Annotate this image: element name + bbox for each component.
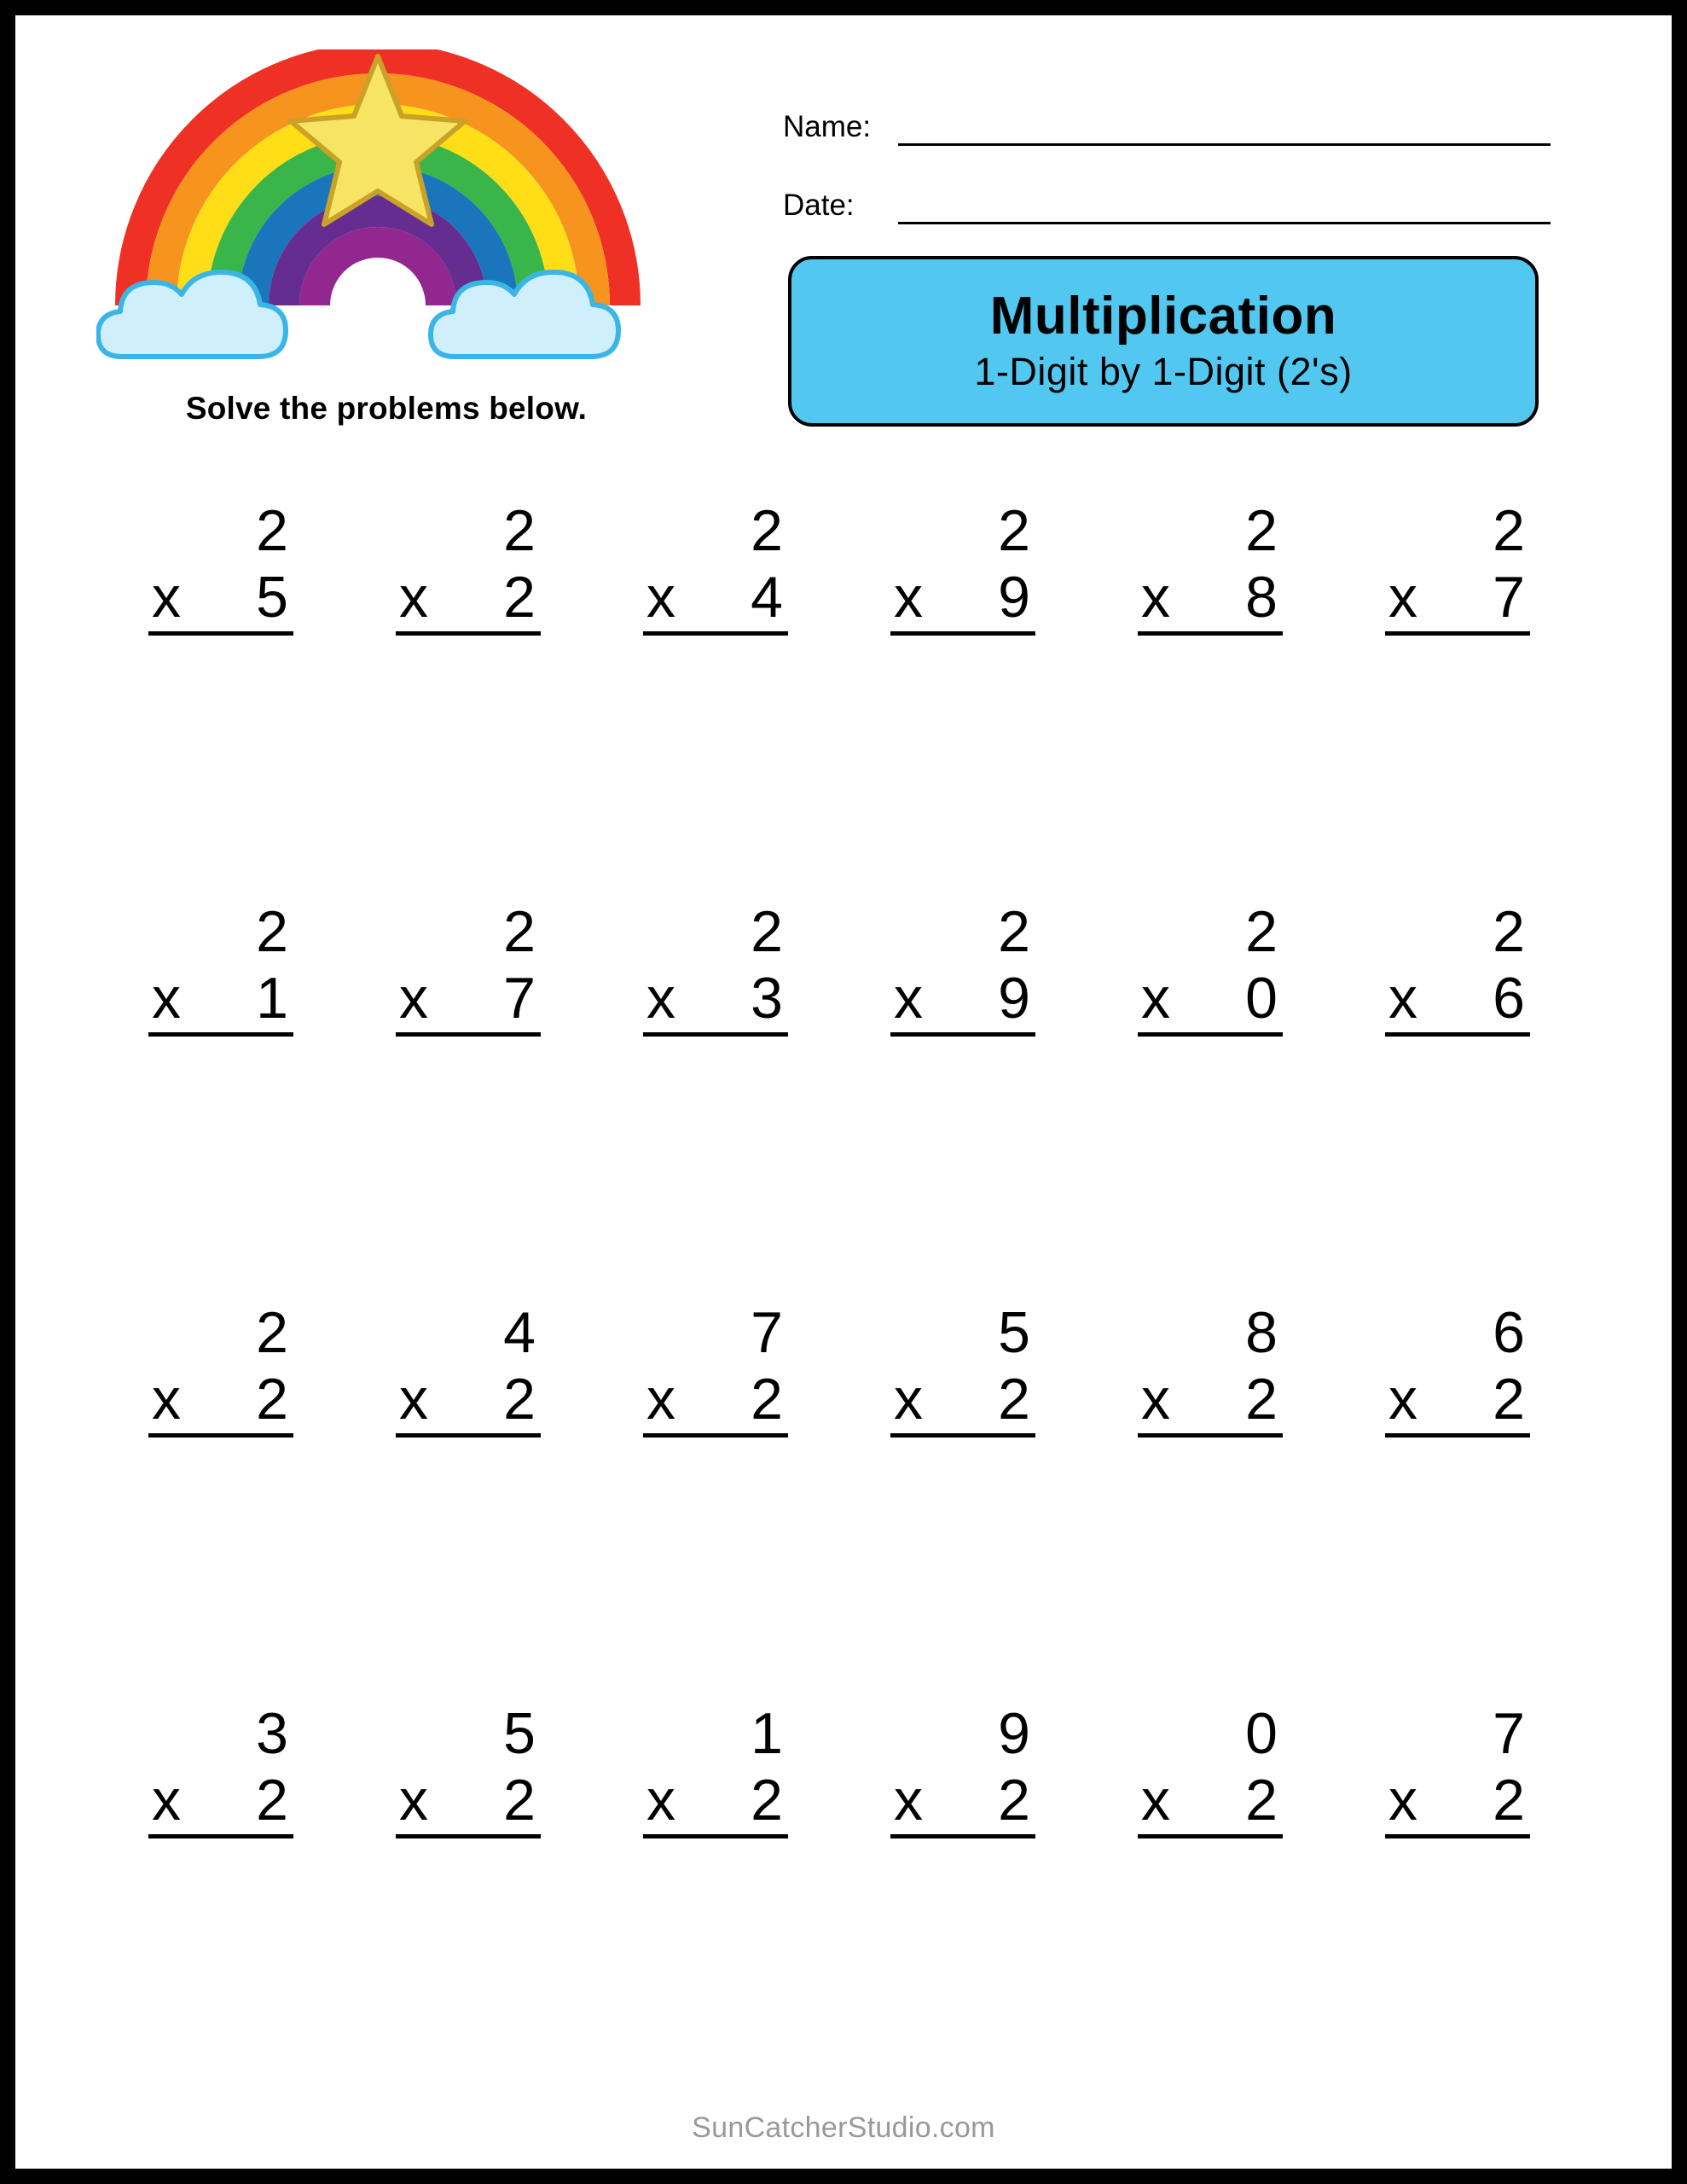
- problem-top-number: 2: [256, 1300, 288, 1365]
- problem-top-number: 8: [1245, 1300, 1278, 1365]
- problem-bottom-line: [1138, 560, 1283, 636]
- problem-bottom-number: 2: [503, 1768, 536, 1833]
- problem-bottom-line: [148, 560, 293, 636]
- problem-bottom-line: [396, 961, 541, 1037]
- problem-operator: x: [399, 966, 428, 1031]
- problem-cell: [345, 498, 592, 903]
- problem-cell: [1334, 1300, 1581, 1705]
- problem-cell: [839, 1701, 1087, 2106]
- problems-grid: [97, 498, 1581, 2106]
- problem-cell: [1087, 899, 1334, 1304]
- problem-bottom-number: 2: [1493, 1367, 1525, 1432]
- problem-operator: x: [1388, 565, 1417, 630]
- problem-operator: x: [399, 565, 428, 630]
- problem-cell: [839, 899, 1087, 1304]
- problem-box: [643, 1701, 788, 1838]
- problem-bottom-number: 3: [751, 966, 783, 1031]
- problem-operator: x: [152, 1768, 181, 1833]
- problem-top-number: 2: [1493, 498, 1525, 563]
- problem-bottom-number: 0: [1245, 966, 1278, 1031]
- problem-bottom-line: [396, 1362, 541, 1438]
- date-input[interactable]: [898, 188, 1551, 224]
- problem-top-number: 7: [1493, 1701, 1525, 1766]
- name-input[interactable]: [898, 109, 1551, 146]
- problem-top-number: 2: [751, 899, 783, 964]
- problem-bottom-number: 6: [1493, 966, 1525, 1031]
- problem-cell: [97, 1300, 345, 1705]
- worksheet-title: Multiplication: [989, 287, 1337, 346]
- problem-box: [1138, 899, 1283, 1037]
- problem-operator: x: [1141, 1367, 1170, 1432]
- problem-box: [396, 1701, 541, 1838]
- problem-top-number: 9: [998, 1701, 1030, 1766]
- problem-bottom-number: 2: [751, 1768, 783, 1833]
- problem-cell: [1087, 1701, 1334, 2106]
- problem-bottom-line: [1138, 1763, 1283, 1838]
- problem-cell: [97, 1701, 345, 2106]
- problem-bottom-number: 2: [998, 1768, 1030, 1833]
- problem-bottom-number: 8: [1245, 565, 1278, 630]
- problem-cell: [345, 1300, 592, 1705]
- problem-bottom-number: 9: [998, 565, 1030, 630]
- problem-top-number: 1: [751, 1701, 783, 1766]
- problem-bottom-line: [890, 961, 1035, 1037]
- problem-operator: x: [894, 1367, 923, 1432]
- problem-box: [148, 498, 293, 636]
- problem-box: [643, 899, 788, 1037]
- problem-operator: x: [646, 1768, 675, 1833]
- problem-top-number: 2: [1245, 899, 1278, 964]
- problem-operator: x: [894, 1768, 923, 1833]
- problem-operator: x: [894, 966, 923, 1031]
- problem-row: [97, 1300, 1581, 1705]
- worksheet-subtitle: 1-Digit by 1-Digit (2's): [974, 349, 1353, 393]
- problem-bottom-line: [148, 1362, 293, 1438]
- problem-bottom-line: [1138, 961, 1283, 1037]
- problem-cell: [1087, 498, 1334, 903]
- footer-attribution: SunCatcherStudio.com: [692, 2111, 995, 2144]
- problem-cell: [592, 1701, 839, 2106]
- problem-bottom-line: [643, 560, 788, 636]
- problem-top-number: 5: [503, 1701, 536, 1766]
- problem-box: [1138, 1300, 1283, 1438]
- problem-box: [890, 1701, 1035, 1838]
- problem-box: [148, 1300, 293, 1438]
- worksheet-sheet: [15, 15, 1672, 2169]
- problem-box: [643, 498, 788, 636]
- problem-bottom-number: 9: [998, 966, 1030, 1031]
- problem-cell: [97, 899, 345, 1304]
- problem-cell: [1334, 899, 1581, 1304]
- problem-bottom-number: 7: [503, 966, 536, 1031]
- problem-operator: x: [1388, 1367, 1417, 1432]
- problem-box: [1138, 498, 1283, 636]
- problem-bottom-line: [890, 1362, 1035, 1438]
- name-date-block: [783, 105, 1551, 262]
- problem-operator: x: [1388, 1768, 1417, 1833]
- problem-bottom-line: [396, 560, 541, 636]
- problem-box: [1385, 1300, 1530, 1438]
- problem-box: [148, 1701, 293, 1838]
- problem-top-number: 2: [998, 899, 1030, 964]
- problem-operator: x: [646, 565, 675, 630]
- problem-bottom-line: [396, 1763, 541, 1838]
- problem-box: [890, 498, 1035, 636]
- problem-top-number: 2: [751, 498, 783, 563]
- problem-bottom-number: 7: [1493, 565, 1525, 630]
- problem-top-number: 2: [503, 498, 536, 563]
- date-field-row: [783, 183, 1551, 224]
- problem-operator: x: [646, 1367, 675, 1432]
- problem-bottom-number: 2: [1493, 1768, 1525, 1833]
- problem-top-number: 2: [1493, 899, 1525, 964]
- problem-bottom-number: 2: [1245, 1367, 1278, 1432]
- problem-bottom-line: [643, 961, 788, 1037]
- problem-operator: x: [399, 1367, 428, 1432]
- problem-bottom-line: [1138, 1362, 1283, 1438]
- name-label: Name:: [783, 110, 872, 143]
- problem-row: [97, 498, 1581, 903]
- problem-operator: x: [1388, 966, 1417, 1031]
- problem-row: [97, 899, 1581, 1304]
- problem-box: [890, 899, 1035, 1037]
- problem-top-number: 3: [256, 1701, 288, 1766]
- date-label: Date:: [783, 189, 855, 222]
- rainbow-icon: [96, 49, 659, 365]
- problem-bottom-line: [1385, 961, 1530, 1037]
- problem-bottom-number: 2: [1245, 1768, 1278, 1833]
- problem-box: [1385, 899, 1530, 1037]
- problem-bottom-line: [890, 1763, 1035, 1838]
- problem-bottom-line: [148, 1763, 293, 1838]
- problem-bottom-line: [1385, 560, 1530, 636]
- problem-box: [148, 899, 293, 1037]
- problem-top-number: 2: [1245, 498, 1278, 563]
- problem-cell: [345, 1701, 592, 2106]
- problem-top-number: 2: [256, 899, 288, 964]
- problem-box: [1385, 498, 1530, 636]
- problem-box: [643, 1300, 788, 1438]
- problem-cell: [1334, 1701, 1581, 2106]
- problem-bottom-line: [1385, 1362, 1530, 1438]
- problem-bottom-number: 2: [256, 1367, 288, 1432]
- problem-operator: x: [152, 1367, 181, 1432]
- problem-box: [396, 498, 541, 636]
- problem-top-number: 2: [998, 498, 1030, 563]
- problem-operator: x: [1141, 565, 1170, 630]
- problem-bottom-line: [148, 961, 293, 1037]
- problem-bottom-line: [643, 1362, 788, 1438]
- problem-cell: [1334, 498, 1581, 903]
- rainbow-illustration-block: [79, 49, 676, 433]
- problem-top-number: 5: [998, 1300, 1030, 1365]
- worksheet-header: [15, 15, 1672, 459]
- problem-cell: [839, 498, 1087, 903]
- problem-operator: x: [646, 966, 675, 1031]
- problem-bottom-number: 2: [256, 1768, 288, 1833]
- problem-top-number: 4: [503, 1300, 536, 1365]
- problem-operator: x: [152, 565, 181, 630]
- problem-bottom-line: [643, 1763, 788, 1838]
- worksheet-title-box: [788, 256, 1539, 427]
- problem-box: [890, 1300, 1035, 1438]
- problem-bottom-number: 5: [256, 565, 288, 630]
- problem-cell: [592, 498, 839, 903]
- problem-row: [97, 1701, 1581, 2106]
- name-field-row: [783, 105, 1551, 146]
- problem-cell: [592, 899, 839, 1304]
- problem-bottom-number: 4: [751, 565, 783, 630]
- problem-operator: x: [1141, 1768, 1170, 1833]
- problem-bottom-number: 2: [503, 565, 536, 630]
- problem-cell: [839, 1300, 1087, 1705]
- problem-cell: [592, 1300, 839, 1705]
- problem-bottom-line: [890, 560, 1035, 636]
- problem-cell: [97, 498, 345, 903]
- problem-top-number: 2: [256, 498, 288, 563]
- instruction-text: Solve the problems below.: [185, 391, 588, 426]
- problem-top-number: 6: [1493, 1300, 1525, 1365]
- problem-bottom-number: 1: [256, 966, 288, 1031]
- problem-bottom-number: 2: [998, 1367, 1030, 1432]
- problem-box: [1385, 1701, 1530, 1838]
- problem-bottom-line: [1385, 1763, 1530, 1838]
- problem-top-number: 2: [503, 899, 536, 964]
- problem-operator: x: [1141, 966, 1170, 1031]
- problem-cell: [345, 899, 592, 1304]
- problem-operator: x: [894, 565, 923, 630]
- problem-box: [396, 899, 541, 1037]
- problem-bottom-number: 2: [503, 1367, 536, 1432]
- problem-operator: x: [152, 966, 181, 1031]
- problem-cell: [1087, 1300, 1334, 1705]
- problem-top-number: 7: [751, 1300, 783, 1365]
- problem-bottom-number: 2: [751, 1367, 783, 1432]
- problem-box: [396, 1300, 541, 1438]
- problem-top-number: 0: [1245, 1701, 1278, 1766]
- problem-box: [1138, 1701, 1283, 1838]
- problem-operator: x: [399, 1768, 428, 1833]
